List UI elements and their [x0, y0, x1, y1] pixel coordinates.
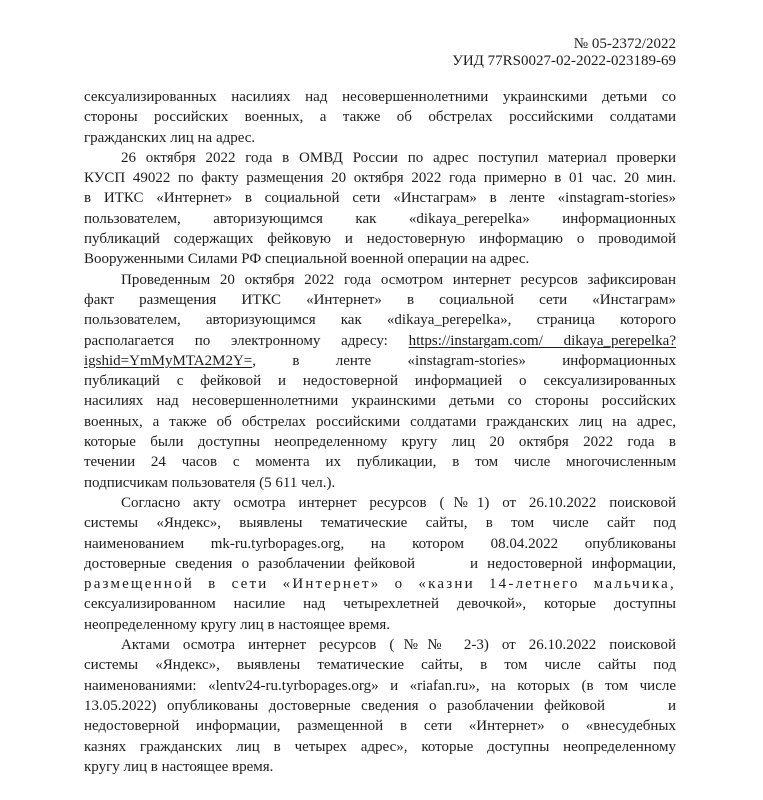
paragraph	[84, 87, 676, 148]
text-line: кругу лиц в настоящее время.	[84, 758, 274, 775]
text-line: факт размещения ИТКС «Интернет» в социальной сети «Инстаграм»	[84, 291, 676, 308]
instagram-profile-link[interactable]: igshid=YmMyMTA2M2Y=	[84, 352, 253, 369]
text-line: сексуализированных насилиях над несовершеннолетними украинскими детьми со	[84, 89, 676, 105]
text-line: недостоверной информации, размещенной в сети «Интернет» о «внесудебных	[84, 718, 676, 735]
document-header	[84, 36, 676, 70]
text-line: военных, а также об обстрелах российскими солдатами гражданских лиц на адрес,	[84, 413, 676, 430]
paragraph	[84, 493, 676, 635]
text-line: КУСП 49022 по факту размещения 20 октября 2022 года примерно в 01 час. 20 мин.	[84, 170, 676, 187]
case-number: № 05-2372/2022	[573, 36, 676, 52]
text-line: Согласно акту осмотра интернет ресурсов (№1) от 26.10.2022 поисковой	[121, 494, 676, 511]
instagram-profile-link[interactable]: https://instargam.com/ dikaya_perepelka?	[408, 332, 676, 349]
text-segment: , в ленте «instagram-stories» информационных	[252, 352, 676, 369]
text-line: Вооруженными Силами РФ специальной военной операции на адрес.	[84, 251, 530, 268]
text-line: системы «Яндекс», выявлены тематические сайты, в том числе сайты под	[84, 657, 676, 674]
text-line: насилиях над несовершеннолетними украинскими детьми со стороны российских	[84, 393, 676, 410]
text-segment: располагается по электронному адресу:	[84, 332, 409, 349]
text-line: казнях гражданских лиц в четырех адрес», которые доступны неопределенному	[84, 738, 676, 755]
text-line: в ИТКС «Интернет» в социальной сети «Инстаграм» в ленте «instagram-stories»	[84, 190, 676, 207]
text-line: 26 октября 2022 года в ОМВД России по адрес поступил материал проверки	[121, 149, 676, 166]
case-uid: УИД 77RS0027-02-2022-023189-69	[452, 53, 676, 69]
text-line	[84, 331, 676, 351]
paragraph	[84, 148, 676, 270]
text-line: неопределенному кругу лиц в настоящее время.	[84, 616, 391, 633]
paragraph	[84, 635, 676, 777]
text-line: подписчикам пользователя (5 611 чел.).	[84, 474, 336, 491]
text-line: пользователем, авторизующимся как «dikaya_perepelka», страница которого	[84, 312, 676, 329]
text-line: Актами осмотра интернет ресурсов (№№ 2-3) от 26.10.2022 поисковой	[121, 637, 676, 654]
text-line: публикаций с фейковой и недостоверной информацией о сексуализированных	[84, 373, 676, 390]
text-line: сексуализированном насилие над четырехлетней девочкой», которые доступны	[84, 596, 676, 613]
text-line: 13.05.2022) опубликованы достоверные сведения о разоблачении фейковой и	[84, 697, 676, 714]
text-line	[84, 351, 676, 371]
text-line: пользователем, авторизующимся как «dikaya_perepelka» информационных	[84, 210, 676, 227]
text-line: наименованиями: «lentv24-ru.tyrbopages.org» и «riafan.ru», на которых (в том числе	[84, 677, 676, 694]
text-line: размещенной в сети «Интернет» о «казни 14-летнего мальчика,	[84, 576, 676, 593]
text-line: гражданских лиц на адрес.	[84, 129, 256, 146]
text-line: наименованием mk-ru.tyrbopages.org, на котором 08.04.2022 опубликованы	[84, 535, 676, 552]
text-line: стороны российских военных, а также об обстрелах российскими солдатами	[84, 109, 676, 126]
text-line: Проведенным 20 октября 2022 года осмотром интернет ресурсов зафиксирован	[121, 271, 676, 288]
text-line: публикаций содержащих фейковую и недостоверную информацию о проводимой	[84, 231, 676, 248]
document-body	[84, 87, 676, 777]
text-line: системы «Яндекс», выявлены тематические сайты, в том числе сайт под	[84, 515, 676, 532]
paragraph	[84, 270, 676, 493]
text-line: которые были доступны неопределенному кругу лиц 20 октября 2022 года в	[84, 434, 676, 451]
text-line: достоверные сведения о разоблачении фейковой и недостоверной информации,	[84, 555, 676, 572]
text-line: течении 24 часов с момента их публикации, в том числе многочисленным	[84, 454, 676, 471]
